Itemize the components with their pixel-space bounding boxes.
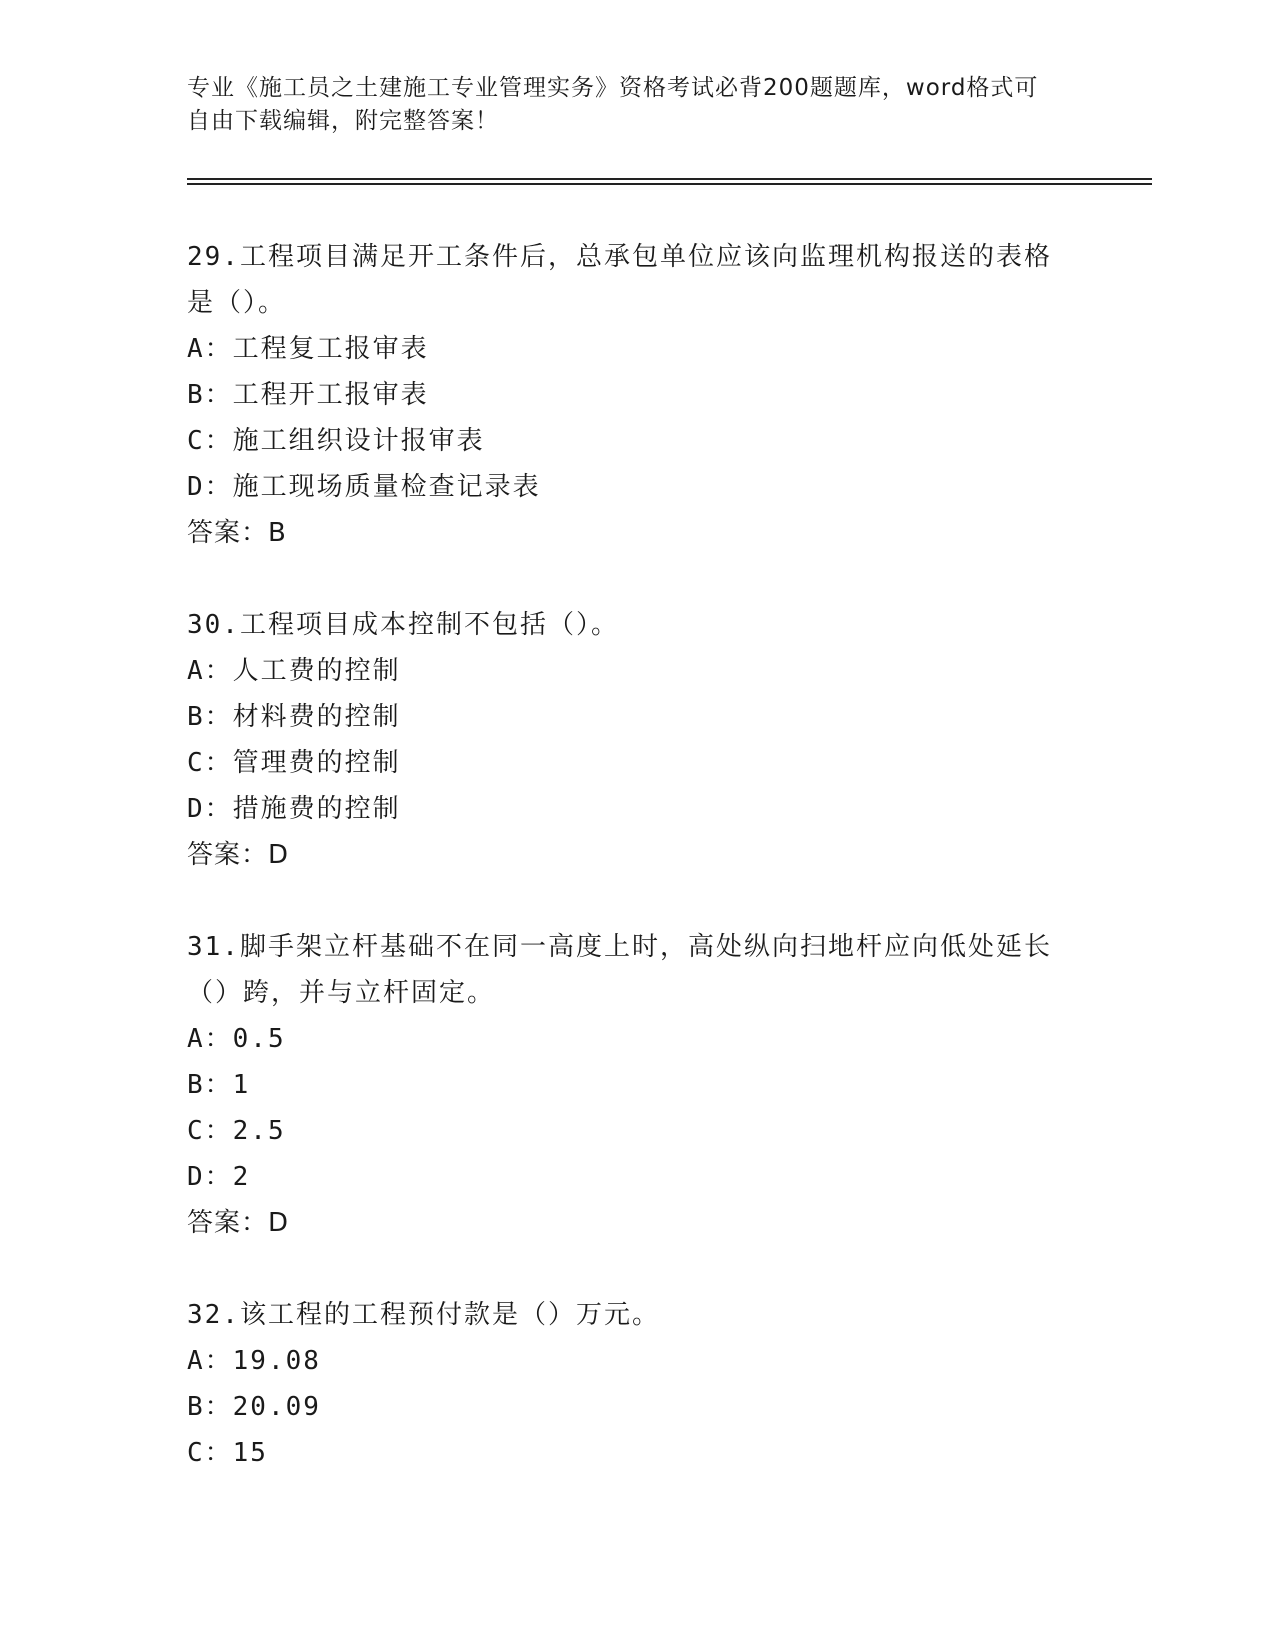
question-stem-line: 是（）。 — [187, 288, 287, 318]
header-title-line-1: 专业《施工员之土建施工专业管理实务》资格考试必背200题题库，word格式可 — [187, 75, 1039, 101]
question-29 — [187, 234, 1087, 556]
question-stem — [187, 924, 1087, 1016]
option-b: B：材料费的控制 — [187, 702, 401, 732]
option-c: C：管理费的控制 — [187, 748, 401, 778]
answer-line: 答案：B — [187, 518, 287, 548]
question-stem-line: （）跨，并与立杆固定。 — [187, 978, 496, 1008]
question-stem — [187, 602, 1087, 648]
question-stem-line: 32.该工程的工程预付款是（）万元。 — [187, 1300, 660, 1330]
question-32 — [187, 1292, 1087, 1476]
question-stem — [187, 1292, 1087, 1338]
question-stem-line: 29.工程项目满足开工条件后，总承包单位应该向监理机构报送的表格 — [187, 242, 1052, 272]
document-header — [187, 72, 1087, 138]
question-stem-line: 30.工程项目成本控制不包括（）。 — [187, 610, 619, 640]
option-b: B：1 — [187, 1070, 251, 1100]
option-d: D：措施费的控制 — [187, 794, 401, 824]
option-a: A：工程复工报审表 — [187, 334, 429, 364]
option-a: A：19.08 — [187, 1346, 321, 1376]
answer-line: 答案：D — [187, 1208, 290, 1238]
option-a: A：人工费的控制 — [187, 656, 401, 686]
option-c: C：施工组织设计报审表 — [187, 426, 485, 456]
header-title-line-2: 自由下载编辑，附完整答案！ — [187, 108, 499, 134]
option-b: B：20.09 — [187, 1392, 321, 1422]
question-list — [187, 234, 1087, 1522]
option-c: C：15 — [187, 1438, 268, 1468]
question-stem — [187, 234, 1087, 326]
question-31 — [187, 924, 1087, 1246]
option-d: D：施工现场质量检查记录表 — [187, 472, 541, 502]
option-a: A：0.5 — [187, 1024, 286, 1054]
header-divider-top — [187, 178, 1152, 180]
option-b: B：工程开工报审表 — [187, 380, 429, 410]
question-stem-line: 31.脚手架立杆基础不在同一高度上时，高处纵向扫地杆应向低处延长 — [187, 932, 1052, 962]
answer-line: 答案：D — [187, 840, 290, 870]
option-c: C：2.5 — [187, 1116, 286, 1146]
header-divider-bottom — [187, 183, 1152, 185]
option-d: D：2 — [187, 1162, 251, 1192]
question-30 — [187, 602, 1087, 878]
